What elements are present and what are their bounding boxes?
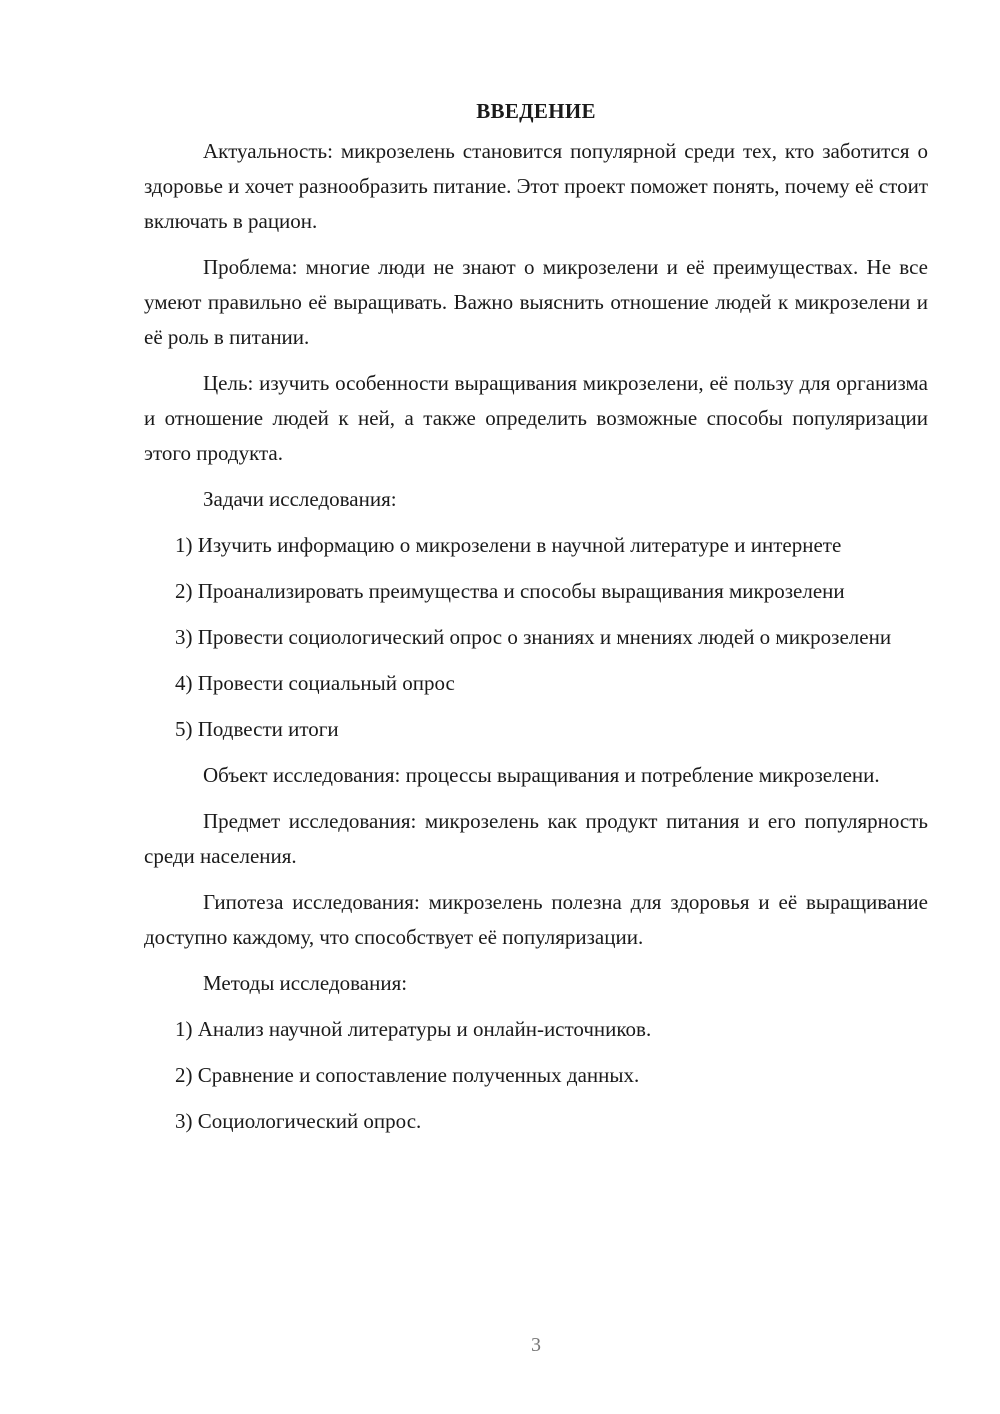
page-content — [144, 96, 928, 1150]
method-item-1: 1) Анализ научной литературы и онлайн-источников. — [175, 1017, 652, 1041]
tasks-heading: Задачи исследования: — [203, 487, 397, 511]
task-item-1: 1) Изучить информацию о микрозелени в научной литературе и интернете — [175, 533, 842, 557]
task-item-4: 4) Провести социальный опрос — [175, 671, 455, 695]
relevance-paragraph: Актуальность: микрозелень становится популярной среди тех, кто заботится о здоровье и хочет разнообразить питание. Этот проект поможет понять, почему её стоит включать в рацион. — [144, 139, 928, 233]
subject-paragraph: Предмет исследования: микрозелень как продукт питания и его популярность среди населения. — [144, 809, 928, 868]
task-item-2: 2) Проанализировать преимущества и способы выращивания микрозелени — [175, 579, 845, 603]
method-item-2: 2) Сравнение и сопоставление полученных данных. — [175, 1063, 640, 1087]
method-item-3: 3) Социологический опрос. — [175, 1109, 422, 1133]
object-paragraph: Объект исследования: процессы выращивания и потребление микрозелени. — [203, 763, 880, 787]
methods-heading: Методы исследования: — [203, 971, 408, 995]
task-item-5: 5) Подвести итоги — [175, 717, 339, 741]
task-item-3: 3) Провести социологический опрос о знаниях и мнениях людей о микрозелени — [175, 625, 892, 649]
problem-paragraph: Проблема: многие люди не знают о микрозелени и её преимуществах. Не все умеют правильно её выращивать. Важно выяснить отношение людей к микрозелени и её роль в питании. — [144, 255, 928, 349]
page-number: 3 — [531, 1334, 541, 1356]
goal-paragraph: Цель: изучить особенности выращивания микрозелени, её пользу для организма и отношение людей к ней, а также определить возможные способы популяризации этого продукта. — [144, 371, 928, 465]
page-title: ВВЕДЕНИЕ — [476, 99, 596, 123]
hypothesis-paragraph: Гипотеза исследования: микрозелень полезна для здоровья и её выращивание доступно каждому, что способствует её популяризации. — [144, 890, 928, 949]
